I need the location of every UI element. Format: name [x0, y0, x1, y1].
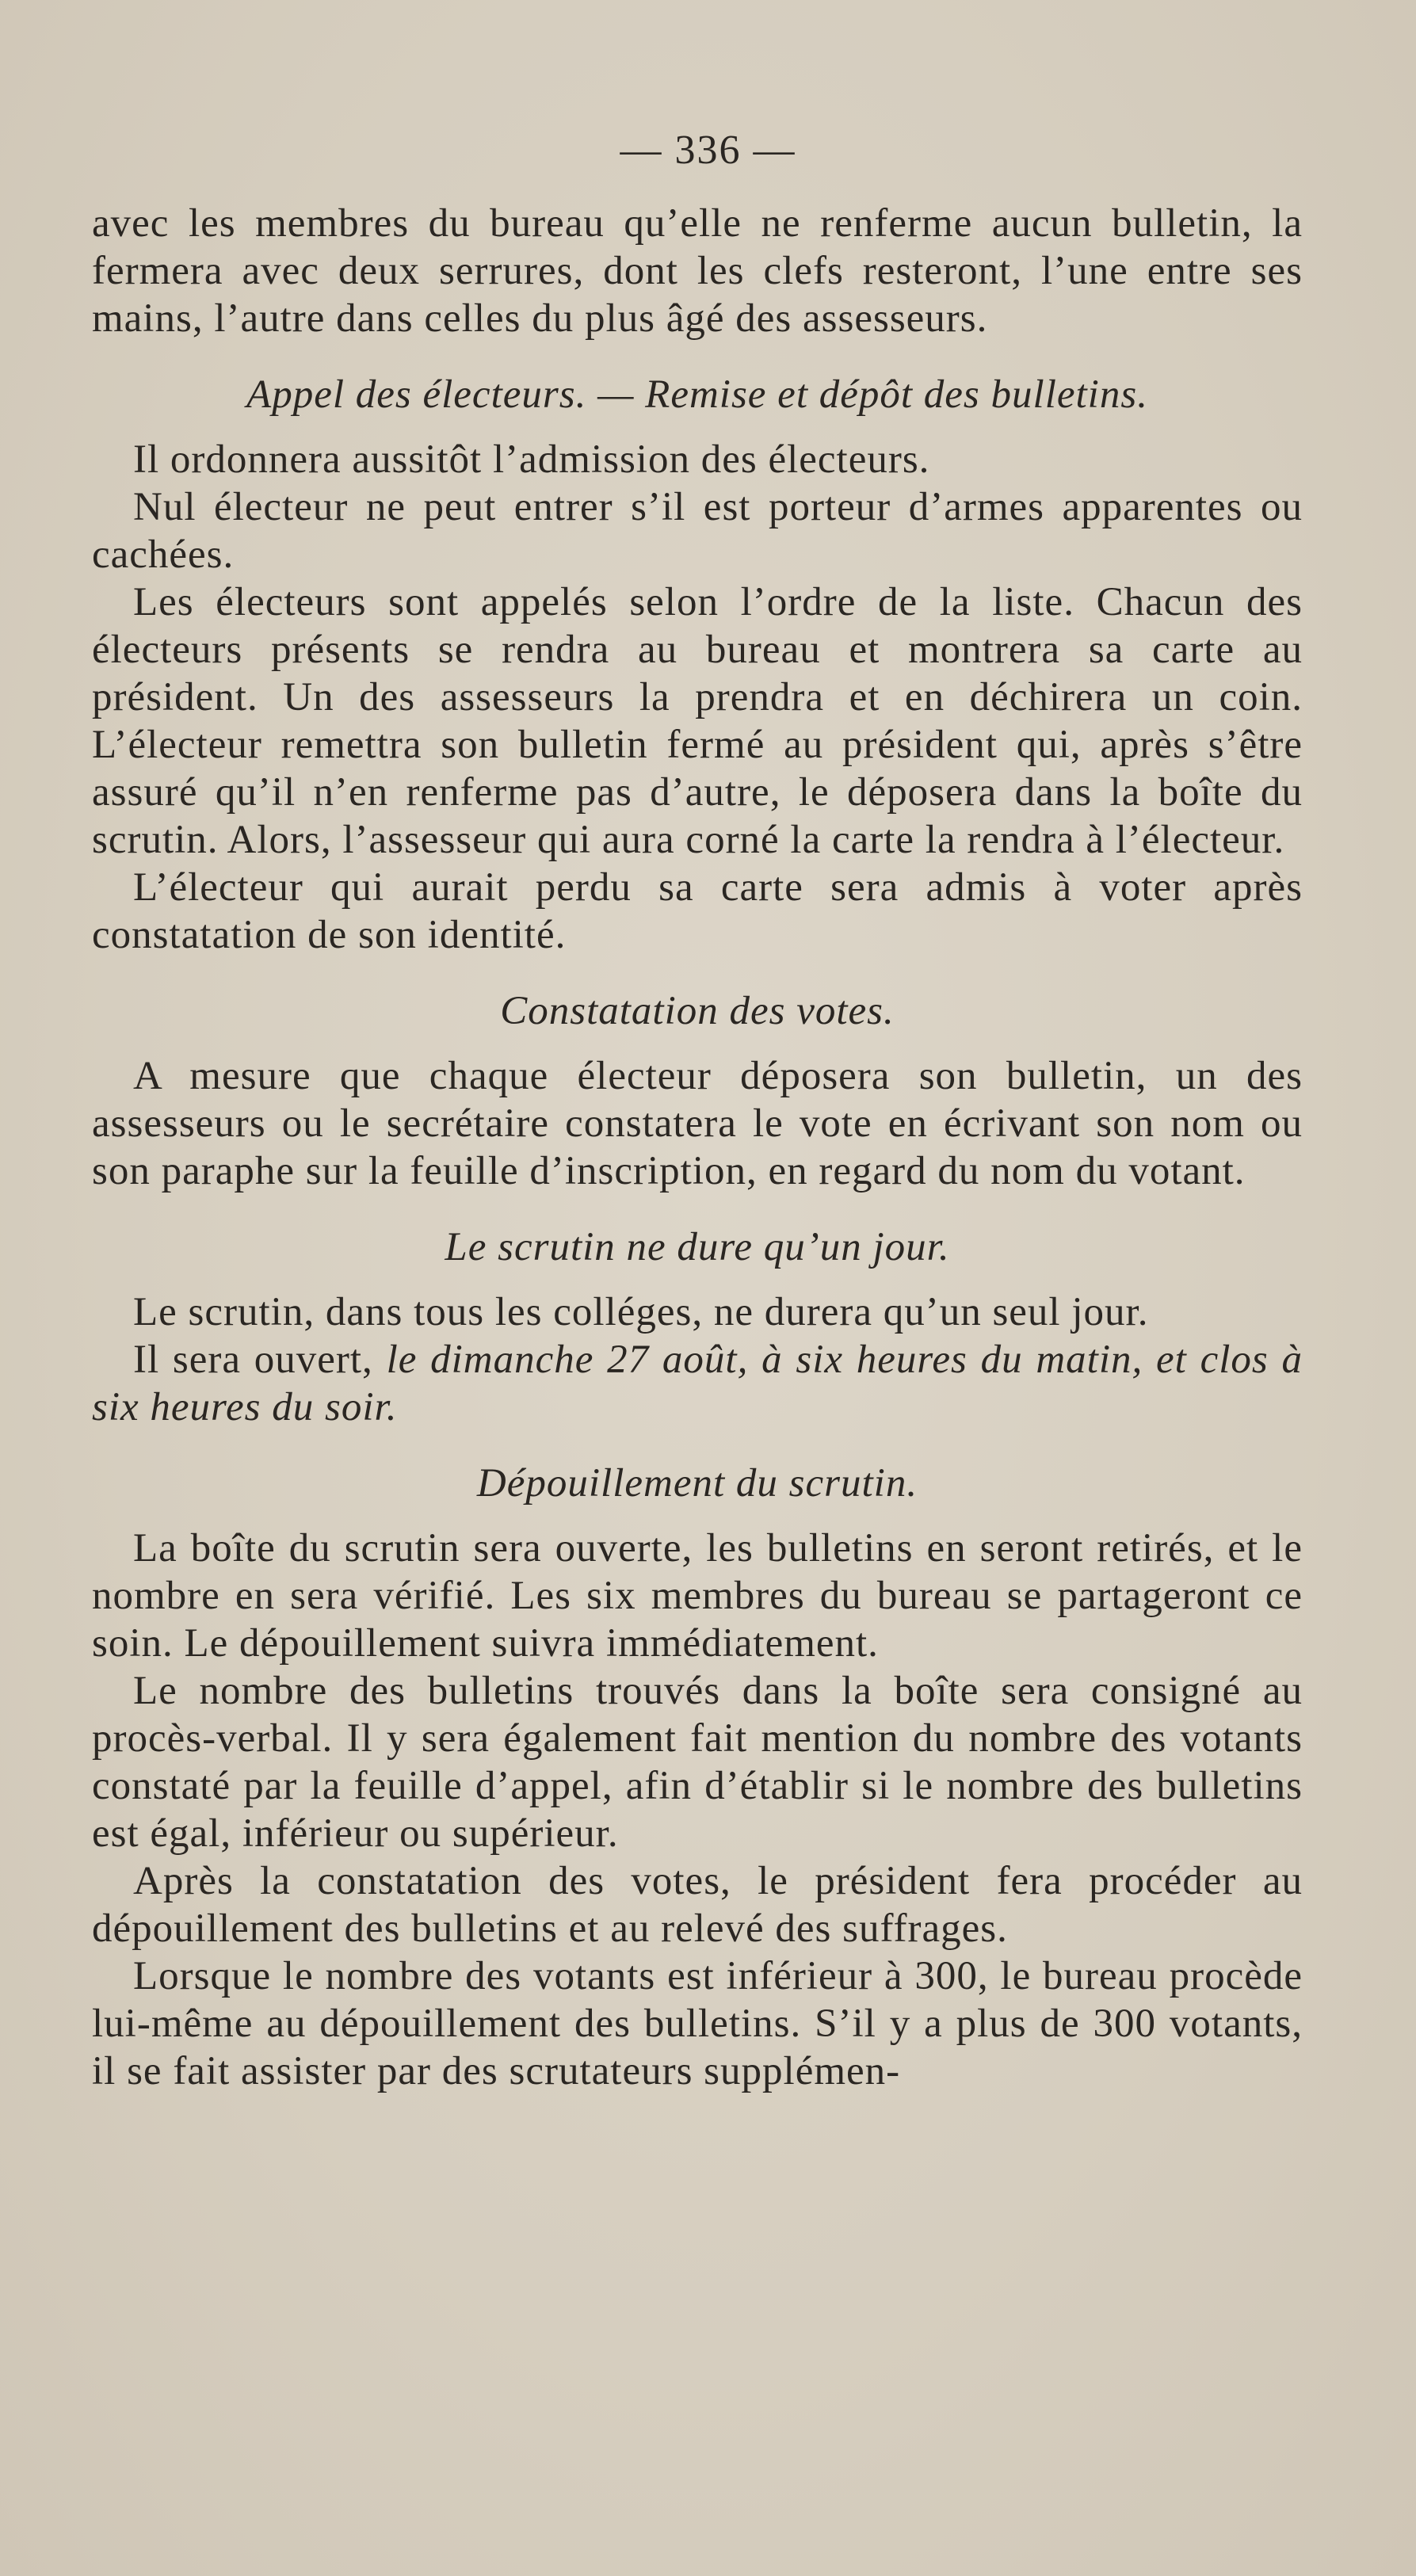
- page-body: [92, 200, 1303, 2095]
- paragraph: Les électeurs sont appelés selon l’ordre de la liste. Chacun des électeurs présents se rendra au bureau et montrera sa carte au président. Un des assesseurs la prendra et en déchirera un coin. L’électeur remettra son bulletin fermé au président qui, après s’être assuré qu’il n’en renferme pas d’autre, le déposera dans la boîte du scrutin. Alors, l’assesseur qui aura corné la carte la rendra à l’électeur.: [92, 580, 1303, 862]
- page-number: — 336 —: [620, 128, 796, 173]
- paragraph: Le scrutin, dans tous les colléges, ne durera qu’un seul jour.: [133, 1290, 1149, 1334]
- paragraph-with-italics: [92, 1336, 1303, 1431]
- section-heading-depouillement: Dépouillement du scrutin.: [476, 1461, 918, 1506]
- paragraph: L’électeur qui aurait perdu sa carte sera admis à voter après constatation de son identité.: [92, 865, 1303, 957]
- section-heading-constatation: Constatation des votes.: [500, 989, 895, 1033]
- section-heading-appel: Appel des électeurs. — Remise et dépôt des bulletins.: [246, 372, 1148, 417]
- paragraph: Lorsque le nombre des votants est inférieur à 300, le bureau procède lui-même au dépouillement des bulletins. S’il y a plus de 300 votants, il se fait assister par des scrutateurs supplémen-: [92, 1954, 1303, 2093]
- italic-date-text: le dimanche 27 août, à six heures du matin, et clos à six heures du soir.: [92, 1338, 1303, 1429]
- paragraph-text: Il sera ouvert,: [133, 1338, 387, 1382]
- paragraph: A mesure que chaque électeur déposera son bulletin, un des assesseurs ou le secrétaire constatera le vote en écrivant son nom ou son paraphe sur la feuille d’inscription, en regard du nom du votant.: [92, 1054, 1303, 1193]
- paragraph: Après la constatation des votes, le président fera procéder au dépouillement des bulletins et au relevé des suffrages.: [92, 1859, 1303, 1951]
- paragraph: Nul électeur ne peut entrer s’il est porteur d’armes apparentes ou cachées.: [92, 485, 1303, 577]
- paragraph: Le nombre des bulletins trouvés dans la boîte sera consigné au procès-verbal. Il y sera également fait mention du nombre des votants constaté par la feuille d’appel, afin d’établir si le nombre des bulletins est égal, inférieur ou supérieur.: [92, 1669, 1303, 1856]
- continuation-paragraph: avec les membres du bureau qu’elle ne renferme aucun bulletin, la fermera avec deux serrures, dont les clefs resteront, l’une entre ses mains, l’autre dans celles du plus âgé des assesseurs.: [92, 201, 1303, 341]
- paragraph: La boîte du scrutin sera ouverte, les bulletins en seront retirés, et le nombre en sera vérifié. Les six membres du bureau se partageront ce soin. Le dépouillement suivra immédiatement.: [92, 1526, 1303, 1666]
- paragraph: Il ordonnera aussitôt l’admission des électeurs.: [133, 437, 930, 482]
- section-heading-scrutin-jour: Le scrutin ne dure qu’un jour.: [445, 1225, 950, 1269]
